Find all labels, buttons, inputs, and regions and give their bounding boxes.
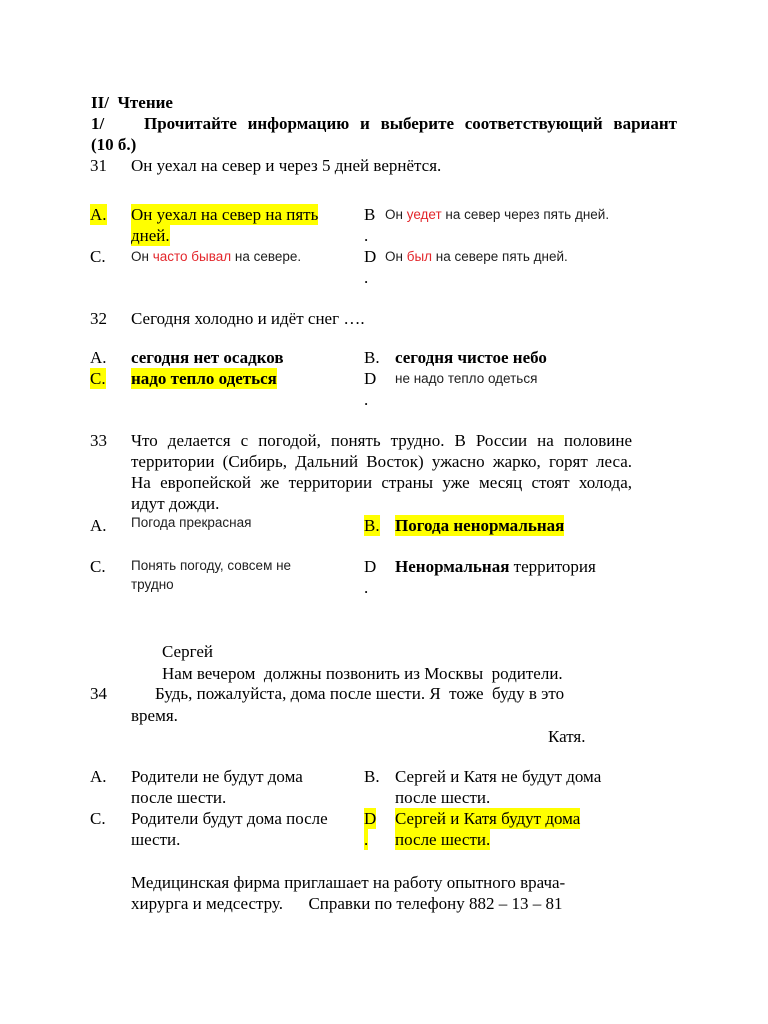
option-b-text-line bbox=[395, 787, 490, 808]
bold-word: Ненормальная bbox=[395, 557, 510, 576]
text-segment: на север через пять дней. bbox=[441, 207, 610, 222]
option-d-text bbox=[385, 247, 568, 266]
option-d-label bbox=[364, 246, 377, 288]
question-text-line: Что делается с погодой, понять трудно. В России на половине bbox=[131, 431, 632, 450]
question-text-line: территории (Сибирь, Дальний Восток) ужасно жарко, горят леса. bbox=[131, 452, 632, 471]
section-title: II/ Чтение bbox=[91, 93, 173, 112]
task-points: (10 б.) bbox=[91, 135, 137, 154]
option-b-label bbox=[364, 204, 377, 246]
option-a-text-line bbox=[131, 204, 318, 225]
option-text: Он уехал на север на пять bbox=[131, 205, 319, 224]
option-d-text bbox=[395, 369, 537, 388]
question-text-line: На европейской же территории страны уже месяц стоят холода, bbox=[131, 473, 632, 492]
option-b-label bbox=[364, 347, 380, 368]
option-letter: B. bbox=[364, 348, 380, 367]
option-c-text bbox=[131, 247, 301, 266]
option-c-label bbox=[90, 556, 106, 577]
text-segment: на севере. bbox=[231, 249, 302, 264]
option-text: шести. bbox=[131, 830, 181, 849]
option-text: трудно bbox=[131, 577, 174, 592]
option-a-label bbox=[90, 766, 107, 787]
option-text: после шести. bbox=[395, 830, 491, 849]
option-d-text bbox=[395, 556, 596, 577]
option-letter: B. bbox=[364, 767, 380, 786]
option-c-label bbox=[90, 368, 106, 389]
option-c-text-line bbox=[131, 829, 180, 850]
option-d-text-line bbox=[395, 829, 490, 850]
option-text: Сергей и Катя будут дома bbox=[395, 809, 581, 828]
text-segment: на севере пять дней. bbox=[432, 249, 568, 264]
question-number: 31 bbox=[90, 156, 107, 175]
option-a-label bbox=[90, 204, 107, 225]
question-text-line: идут дожди. bbox=[131, 494, 220, 513]
option-letter: C. bbox=[90, 247, 106, 266]
option-d-label bbox=[364, 808, 377, 850]
note-signature: Катя. bbox=[548, 727, 586, 746]
option-letter: A. bbox=[90, 348, 107, 367]
option-a-text-line bbox=[131, 787, 226, 808]
option-letter: D. bbox=[364, 557, 377, 597]
option-text: Родители не будут дома bbox=[131, 767, 303, 786]
option-text: Понять погоду, совсем не bbox=[131, 558, 292, 573]
option-a-text-line bbox=[131, 225, 170, 246]
option-text: Погода прекрасная bbox=[131, 515, 252, 530]
option-a-label bbox=[90, 515, 107, 536]
option-text: после шести. bbox=[131, 788, 227, 807]
option-text: не надо тепло одеться bbox=[395, 371, 538, 386]
question-number: 32 bbox=[90, 309, 107, 328]
option-c-label bbox=[90, 246, 106, 267]
emphasized-word: уедет bbox=[406, 207, 442, 222]
text-segment: Он bbox=[385, 207, 407, 222]
option-letter: B. bbox=[364, 516, 380, 535]
emphasized-word: часто бывал bbox=[152, 249, 232, 264]
option-b-text bbox=[395, 347, 547, 368]
advertisement-line: Медицинская фирма приглашает на работу опытного врача- bbox=[131, 873, 566, 892]
task-number: 1/ bbox=[91, 114, 105, 133]
option-letter: C. bbox=[90, 557, 106, 576]
option-c-label bbox=[90, 808, 106, 829]
option-letter: C. bbox=[90, 809, 106, 828]
option-a-text bbox=[131, 513, 251, 532]
option-letter: A. bbox=[90, 767, 107, 786]
option-letter: D. bbox=[364, 247, 377, 287]
option-text: сегодня чистое небо bbox=[395, 348, 547, 367]
option-b-label bbox=[364, 766, 380, 787]
question-number: 34 bbox=[90, 684, 107, 703]
question-number: 33 bbox=[90, 431, 107, 450]
task-instruction: Прочитайте информацию и выберите соответствующий вариант bbox=[144, 114, 677, 133]
option-d-label bbox=[364, 556, 377, 598]
note-addressee: Сергей bbox=[162, 642, 213, 661]
emphasized-word: был bbox=[406, 249, 433, 264]
text-segment: Он bbox=[131, 249, 153, 264]
option-letter: D. bbox=[364, 369, 377, 409]
question-text: Сегодня холодно и идёт снег …. bbox=[131, 309, 365, 328]
option-text: Погода ненормальная bbox=[395, 516, 565, 535]
option-b-text-line bbox=[395, 766, 601, 787]
text-segment: территория bbox=[509, 557, 596, 576]
option-d-text-line bbox=[395, 808, 580, 829]
option-b-label bbox=[364, 515, 380, 536]
option-text: Сергей и Катя не будут дома bbox=[395, 767, 602, 786]
option-text: Родители будут дома после bbox=[131, 809, 328, 828]
option-letter: C. bbox=[90, 369, 106, 388]
option-text: сегодня нет осадков bbox=[131, 348, 284, 367]
option-c-text-line bbox=[131, 575, 174, 594]
option-c-text-line bbox=[131, 556, 291, 575]
option-d-label bbox=[364, 368, 377, 410]
option-text: дней. bbox=[131, 226, 170, 245]
option-letter: B. bbox=[364, 205, 376, 245]
note-line: Будь, пожалуйста, дома после шести. Я тоже буду в это bbox=[155, 684, 565, 703]
option-a-text-line bbox=[131, 766, 303, 787]
note-line: Нам вечером должны позвонить из Москвы родители. bbox=[162, 664, 563, 683]
option-b-text bbox=[385, 205, 609, 224]
option-letter: A. bbox=[90, 516, 107, 535]
option-c-text-line bbox=[131, 808, 328, 829]
note-line: время. bbox=[131, 706, 178, 725]
advertisement-line: хирурга и медсестру. Справки по телефону 882 – 13 – 81 bbox=[131, 894, 563, 913]
text-segment: Он bbox=[385, 249, 407, 264]
option-letter: D. bbox=[364, 809, 377, 849]
option-text: после шести. bbox=[395, 788, 491, 807]
option-a-label bbox=[90, 347, 107, 368]
option-text: надо тепло одеться bbox=[131, 369, 277, 388]
option-b-text bbox=[395, 515, 564, 536]
option-c-text bbox=[131, 368, 277, 389]
question-text: Он уехал на север и через 5 дней вернётся. bbox=[131, 156, 442, 175]
option-a-text bbox=[131, 347, 284, 368]
option-letter: A. bbox=[90, 205, 107, 224]
